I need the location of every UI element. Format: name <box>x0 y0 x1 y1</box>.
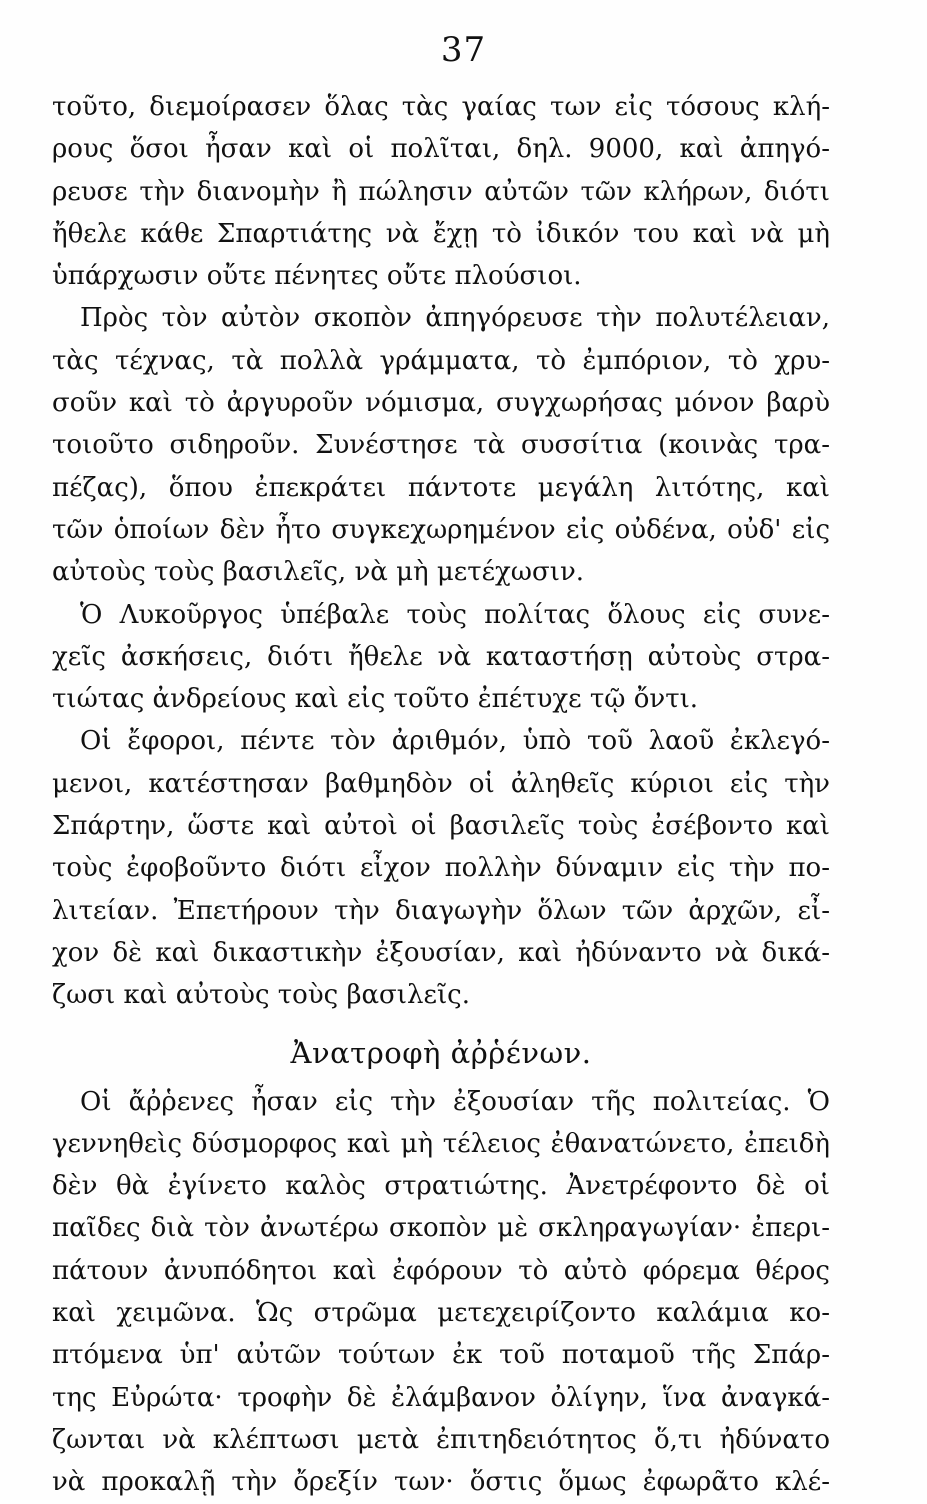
text-line: αὐτοὺς τοὺς βασιλεῖς, νὰ μὴ μετέχωσιν. <box>52 557 585 588</box>
text-line: τῶν ὁποίων δὲν ἦτο συγκεχωρημένον εἰς οὐδένα, οὐδ' εἰς <box>52 514 830 545</box>
text-line: πτόμενα ὑπ' αὐτῶν τούτων ἐκ τοῦ ποταμοῦ τῆς Σπάρ- <box>52 1340 830 1371</box>
text-line: ρευσε τὴν διανομὴν ἢ πώλησιν αὐτῶν τῶν κλήρων, διότι <box>52 176 830 207</box>
text-line: Οἱ ἔφοροι, πέντε τὸν ἀριθμόν, ὑπὸ τοῦ λαοῦ ἐκλεγό- <box>80 726 830 757</box>
text-line: τιώτας ἀνδρείους καὶ εἰς τοῦτο ἐπέτυχε τῷ ὄντι. <box>52 684 699 715</box>
page-body-text <box>52 86 830 1504</box>
text-line: γεννηθεὶς δύσμορφος καὶ μὴ τέλειος ἐθανατώνετο, ἐπειδὴ <box>52 1128 830 1159</box>
text-line: νὰ προκαλῇ τὴν ὄρεξίν των· ὅστις ὅμως ἐφωρᾶτο κλέ- <box>52 1467 830 1498</box>
text-line: χεῖς ἀσκήσεις, διότι ἤθελε νὰ καταστήσῃ αὐτοὺς στρα- <box>52 641 830 672</box>
text-line: πάτουν ἀνυπόδητοι καὶ ἐφόρουν τὸ αὐτὸ φόρεμα θέρος <box>52 1255 830 1286</box>
text-line: ρους ὅσοι ἦσαν καὶ οἱ πολῖται, δηλ. 9000, καὶ ἀπηγό- <box>52 134 830 165</box>
text-line: λιτείαν. Ἐπετήρουν τὴν διαγωγὴν ὅλων τῶν ἀρχῶν, εἶ- <box>52 895 830 926</box>
text-line: ἤθελε κάθε Σπαρτιάτης νὰ ἔχῃ τὸ ἰδικόν του καὶ νὰ μὴ <box>52 218 830 249</box>
paragraph-ephors <box>52 720 830 1016</box>
paragraph-luxury-ban <box>52 297 830 593</box>
text-line: της Εὐρώτα· τροφὴν δὲ ἐλάμβανον ὀλίγην, ἵνα ἀναγκά- <box>52 1382 830 1413</box>
text-line: ζωσι καὶ αὐτοὺς τοὺς βασιλεῖς. <box>52 980 470 1011</box>
text-line: Ὁ Λυκοῦργος ὑπέβαλε τοὺς πολίτας ὅλους εἰς συνε- <box>80 599 830 630</box>
paragraph-land-distribution <box>52 86 830 297</box>
text-line: πέζας), ὅπου ἐπεκράτει πάντοτε μεγάλη λιτότης, καὶ <box>52 472 830 503</box>
text-line: τοῦτο, διεμοίρασεν ὅλας τὰς γαίας των εἰς τόσους κλή- <box>52 92 830 122</box>
text-line: τὰς τέχνας, τὰ πολλὰ γράμματα, τὸ ἐμπόριον, τὸ χρυ- <box>52 345 830 376</box>
text-line: χον δὲ καὶ δικαστικὴν ἐξουσίαν, καὶ ἠδύναντο νὰ δικά- <box>52 937 830 968</box>
section-heading: Ἀνατροφὴ ἀῤῥένων. <box>290 1035 592 1070</box>
text-line: Οἱ ἄῤῥενες ἦσαν εἰς τὴν ἐξουσίαν τῆς πολιτείας. Ὁ <box>80 1086 830 1117</box>
paragraph-lycurgus-training <box>52 594 830 721</box>
text-line: σοῦν καὶ τὸ ἀργυροῦν νόμισμα, συγχωρήσας μόνον βαρὺ <box>52 388 830 419</box>
text-line: καὶ χειμῶνα. Ὡς στρῶμα μετεχειρίζοντο καλάμια κο- <box>52 1298 830 1329</box>
text-line: τοὺς ἐφοβοῦντο διότι εἶχον πολλὴν δύναμιν εἰς τὴν πο- <box>52 853 830 884</box>
page-number: 37 <box>440 30 487 70</box>
text-line: Σπάρτην, ὥστε καὶ αὐτοὶ οἱ βασιλεῖς τοὺς ἐσέβοντο καὶ <box>52 811 830 842</box>
text-line: ὑπάρχωσιν οὔτε πένητες οὔτε πλούσιοι. <box>52 261 582 292</box>
text-line: μενοι, κατέστησαν βαθμηδὸν οἱ ἀληθεῖς κύριοι εἰς τὴν <box>52 768 830 799</box>
paragraph-male-upbringing <box>52 1081 830 1504</box>
text-line: ζωνται νὰ κλέπτωσι μετὰ ἐπιτηδειότητος ὅ,τι ἠδύνατο <box>52 1424 830 1455</box>
text-line: παῖδες διὰ τὸν ἀνωτέρω σκοπὸν μὲ σκληραγωγίαν· ἐπερι- <box>52 1213 830 1244</box>
text-line: δὲν θὰ ἐγίνετο καλὸς στρατιώτης. Ἀνετρέφοντο δὲ οἱ <box>52 1171 830 1202</box>
text-line: Πρὸς τὸν αὐτὸν σκοπὸν ἀπηγόρευσε τὴν πολυτέλειαν, <box>80 303 830 334</box>
text-line: τοιοῦτο σιδηροῦν. Συνέστησε τὰ συσσίτια (κοινὰς τρα- <box>52 430 830 461</box>
